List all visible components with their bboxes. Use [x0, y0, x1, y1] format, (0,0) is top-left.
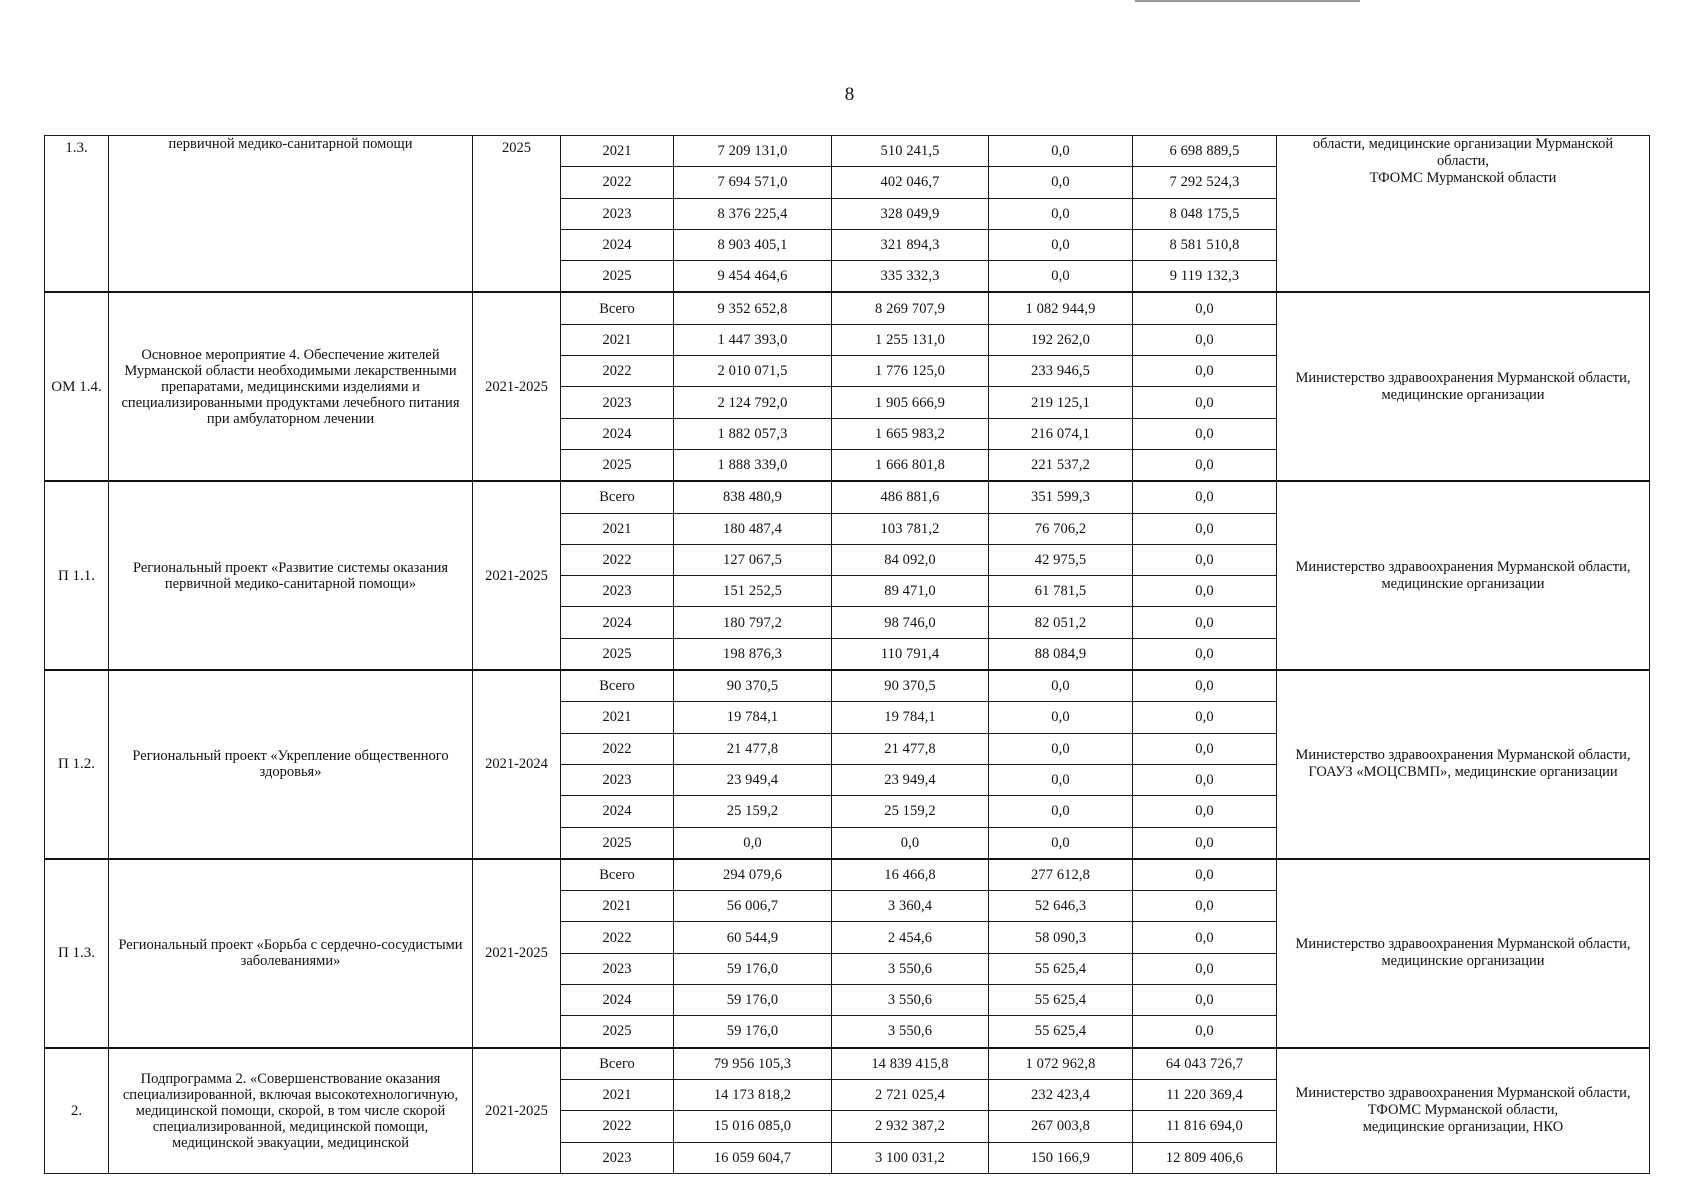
federal-budget: 1 082 944,9 — [989, 292, 1133, 324]
table-row — [45, 670, 1650, 702]
regional-budget: 2 932 387,2 — [832, 1111, 989, 1142]
total-amount: 16 059 604,7 — [674, 1142, 832, 1173]
item-period: 2021-2025 — [473, 1048, 561, 1174]
total-amount: 7 694 571,0 — [674, 167, 832, 198]
year-cell: 2021 — [561, 136, 674, 167]
year-cell: 2022 — [561, 356, 674, 387]
year-cell: 2023 — [561, 953, 674, 984]
item-code: П 1.3. — [45, 859, 109, 1048]
total-amount: 60 544,9 — [674, 922, 832, 953]
responsible-executors: области, медицинские организации Мурманской области, ТФОМС Мурманской области — [1277, 136, 1650, 293]
total-amount: 1 447 393,0 — [674, 324, 832, 355]
program-finance-table — [44, 135, 1650, 1174]
tfoms-budget: 7 292 524,3 — [1133, 167, 1277, 198]
federal-budget: 0,0 — [989, 733, 1133, 764]
year-cell: 2022 — [561, 167, 674, 198]
total-amount: 8 376 225,4 — [674, 198, 832, 229]
total-amount: 294 079,6 — [674, 859, 832, 891]
item-name: Региональный проект «Борьба с сердечно-сосудистыми заболеваниями» — [109, 859, 473, 1048]
total-amount: 14 173 818,2 — [674, 1079, 832, 1110]
total-amount: 180 487,4 — [674, 513, 832, 544]
total-amount: 1 888 339,0 — [674, 449, 832, 481]
tfoms-budget: 0,0 — [1133, 418, 1277, 449]
total-amount: 8 903 405,1 — [674, 229, 832, 260]
table-row — [45, 859, 1650, 891]
regional-budget: 1 255 131,0 — [832, 324, 989, 355]
responsible-executors: Министерство здравоохранения Мурманской области, медицинские организации — [1277, 292, 1650, 481]
total-amount: 23 949,4 — [674, 764, 832, 795]
total-amount: 0,0 — [674, 827, 832, 859]
tfoms-budget: 0,0 — [1133, 670, 1277, 702]
total-amount: 59 176,0 — [674, 985, 832, 1016]
regional-budget: 321 894,3 — [832, 229, 989, 260]
regional-budget: 1 666 801,8 — [832, 449, 989, 481]
total-amount: 56 006,7 — [674, 891, 832, 922]
regional-budget: 84 092,0 — [832, 544, 989, 575]
tfoms-budget: 0,0 — [1133, 796, 1277, 827]
item-code: П 1.2. — [45, 670, 109, 859]
regional-budget: 3 100 031,2 — [832, 1142, 989, 1173]
total-amount: 9 352 652,8 — [674, 292, 832, 324]
tfoms-budget: 0,0 — [1133, 292, 1277, 324]
item-period: 2021-2025 — [473, 859, 561, 1048]
item-name: Региональный проект «Развитие системы оказания первичной медико-санитарной помощи» — [109, 481, 473, 670]
total-amount: 198 876,3 — [674, 638, 832, 670]
federal-budget: 0,0 — [989, 261, 1133, 293]
regional-budget: 90 370,5 — [832, 670, 989, 702]
year-cell: 2024 — [561, 796, 674, 827]
year-cell: 2025 — [561, 638, 674, 670]
tfoms-budget: 0,0 — [1133, 733, 1277, 764]
year-cell: 2025 — [561, 1016, 674, 1048]
tfoms-budget: 0,0 — [1133, 544, 1277, 575]
item-period: 2021-2024 — [473, 670, 561, 859]
regional-budget: 2 454,6 — [832, 922, 989, 953]
year-cell: 2023 — [561, 764, 674, 795]
federal-budget: 0,0 — [989, 827, 1133, 859]
federal-budget: 0,0 — [989, 229, 1133, 260]
federal-budget: 55 625,4 — [989, 985, 1133, 1016]
responsible-executors: Министерство здравоохранения Мурманской области, медицинские организации — [1277, 481, 1650, 670]
federal-budget: 192 262,0 — [989, 324, 1133, 355]
regional-budget: 0,0 — [832, 827, 989, 859]
regional-budget: 3 550,6 — [832, 1016, 989, 1048]
regional-budget: 98 746,0 — [832, 607, 989, 638]
regional-budget: 21 477,8 — [832, 733, 989, 764]
federal-budget: 0,0 — [989, 670, 1133, 702]
tfoms-budget: 0,0 — [1133, 859, 1277, 891]
total-amount: 19 784,1 — [674, 702, 832, 733]
table-row — [45, 292, 1650, 324]
tfoms-budget: 0,0 — [1133, 922, 1277, 953]
tfoms-budget: 0,0 — [1133, 1016, 1277, 1048]
total-amount: 7 209 131,0 — [674, 136, 832, 167]
year-cell: 2023 — [561, 1142, 674, 1173]
page-number: 8 — [844, 84, 855, 105]
regional-budget: 328 049,9 — [832, 198, 989, 229]
federal-budget: 55 625,4 — [989, 1016, 1133, 1048]
regional-budget: 402 046,7 — [832, 167, 989, 198]
year-cell: 2022 — [561, 1111, 674, 1142]
federal-budget: 150 166,9 — [989, 1142, 1133, 1173]
year-cell: 2023 — [561, 387, 674, 418]
total-amount: 25 159,2 — [674, 796, 832, 827]
regional-budget: 19 784,1 — [832, 702, 989, 733]
regional-budget: 486 881,6 — [832, 481, 989, 513]
tfoms-budget: 0,0 — [1133, 638, 1277, 670]
federal-budget: 219 125,1 — [989, 387, 1133, 418]
federal-budget: 233 946,5 — [989, 356, 1133, 387]
regional-budget: 1 776 125,0 — [832, 356, 989, 387]
federal-budget: 0,0 — [989, 702, 1133, 733]
year-cell: 2021 — [561, 324, 674, 355]
tfoms-budget: 11 816 694,0 — [1133, 1111, 1277, 1142]
scan-artifact-line — [1135, 0, 1360, 2]
regional-budget: 8 269 707,9 — [832, 292, 989, 324]
year-cell: 2022 — [561, 922, 674, 953]
tfoms-budget: 0,0 — [1133, 607, 1277, 638]
tfoms-budget: 8 048 175,5 — [1133, 198, 1277, 229]
year-cell: 2023 — [561, 198, 674, 229]
tfoms-budget: 0,0 — [1133, 513, 1277, 544]
federal-budget: 0,0 — [989, 167, 1133, 198]
federal-budget: 42 975,5 — [989, 544, 1133, 575]
federal-budget: 58 090,3 — [989, 922, 1133, 953]
regional-budget: 510 241,5 — [832, 136, 989, 167]
tfoms-budget: 0,0 — [1133, 481, 1277, 513]
regional-budget: 335 332,3 — [832, 261, 989, 293]
item-name: Региональный проект «Укрепление общественного здоровья» — [109, 670, 473, 859]
year-cell: Всего — [561, 481, 674, 513]
item-period: 2021-2025 — [473, 481, 561, 670]
item-code: 1.3. — [45, 136, 109, 293]
tfoms-budget: 0,0 — [1133, 324, 1277, 355]
item-code: 2. — [45, 1048, 109, 1174]
regional-budget: 1 665 983,2 — [832, 418, 989, 449]
year-cell: 2025 — [561, 261, 674, 293]
tfoms-budget: 0,0 — [1133, 449, 1277, 481]
federal-budget: 267 003,8 — [989, 1111, 1133, 1142]
table-row — [45, 1048, 1650, 1080]
table-row — [45, 481, 1650, 513]
tfoms-budget: 0,0 — [1133, 576, 1277, 607]
total-amount: 838 480,9 — [674, 481, 832, 513]
federal-budget: 76 706,2 — [989, 513, 1133, 544]
federal-budget: 351 599,3 — [989, 481, 1133, 513]
regional-budget: 103 781,2 — [832, 513, 989, 544]
tfoms-budget: 0,0 — [1133, 356, 1277, 387]
regional-budget: 2 721 025,4 — [832, 1079, 989, 1110]
regional-budget: 89 471,0 — [832, 576, 989, 607]
year-cell: Всего — [561, 292, 674, 324]
year-cell: Всего — [561, 670, 674, 702]
year-cell: 2021 — [561, 1079, 674, 1110]
total-amount: 127 067,5 — [674, 544, 832, 575]
year-cell: 2024 — [561, 607, 674, 638]
year-cell: 2024 — [561, 229, 674, 260]
table-body — [45, 136, 1650, 1174]
year-cell: 2021 — [561, 513, 674, 544]
tfoms-budget: 6 698 889,5 — [1133, 136, 1277, 167]
year-cell: 2022 — [561, 733, 674, 764]
federal-budget: 0,0 — [989, 764, 1133, 795]
regional-budget: 16 466,8 — [832, 859, 989, 891]
total-amount: 1 882 057,3 — [674, 418, 832, 449]
regional-budget: 3 550,6 — [832, 953, 989, 984]
year-cell: 2024 — [561, 985, 674, 1016]
tfoms-budget: 0,0 — [1133, 827, 1277, 859]
table-row — [45, 136, 1650, 167]
year-cell: 2021 — [561, 891, 674, 922]
year-cell: 2023 — [561, 576, 674, 607]
responsible-executors: Министерство здравоохранения Мурманской области, медицинские организации — [1277, 859, 1650, 1048]
regional-budget: 3 550,6 — [832, 985, 989, 1016]
federal-budget: 55 625,4 — [989, 953, 1133, 984]
federal-budget: 1 072 962,8 — [989, 1048, 1133, 1080]
total-amount: 2 010 071,5 — [674, 356, 832, 387]
regional-budget: 1 905 666,9 — [832, 387, 989, 418]
tfoms-budget: 8 581 510,8 — [1133, 229, 1277, 260]
tfoms-budget: 0,0 — [1133, 764, 1277, 795]
regional-budget: 14 839 415,8 — [832, 1048, 989, 1080]
federal-budget: 221 537,2 — [989, 449, 1133, 481]
item-name: Подпрограмма 2. «Совершенствование оказания специализированной, включая высокотехнологичную, медицинской помощи, скорой, в том числе скорой специализированной, медицинской помощи, медицинской эвакуации, медицинской — [109, 1048, 473, 1174]
tfoms-budget: 0,0 — [1133, 702, 1277, 733]
total-amount: 79 956 105,3 — [674, 1048, 832, 1080]
federal-budget: 82 051,2 — [989, 607, 1133, 638]
tfoms-budget: 64 043 726,7 — [1133, 1048, 1277, 1080]
item-name: первичной медико-санитарной помощи — [109, 136, 473, 293]
federal-budget: 0,0 — [989, 796, 1133, 827]
federal-budget: 0,0 — [989, 198, 1133, 229]
year-cell: 2024 — [561, 418, 674, 449]
year-cell: 2021 — [561, 702, 674, 733]
federal-budget: 52 646,3 — [989, 891, 1133, 922]
item-code: П 1.1. — [45, 481, 109, 670]
year-cell: 2025 — [561, 449, 674, 481]
responsible-executors: Министерство здравоохранения Мурманской области, ТФОМС Мурманской области, медицинские организации, НКО — [1277, 1048, 1650, 1174]
item-code: ОМ 1.4. — [45, 292, 109, 481]
year-cell: Всего — [561, 859, 674, 891]
regional-budget: 3 360,4 — [832, 891, 989, 922]
year-cell: Всего — [561, 1048, 674, 1080]
total-amount: 180 797,2 — [674, 607, 832, 638]
year-cell: 2022 — [561, 544, 674, 575]
responsible-executors: Министерство здравоохранения Мурманской области, ГОАУЗ «МОЦСВМП», медицинские организации — [1277, 670, 1650, 859]
regional-budget: 25 159,2 — [832, 796, 989, 827]
federal-budget: 61 781,5 — [989, 576, 1133, 607]
tfoms-budget: 0,0 — [1133, 953, 1277, 984]
total-amount: 9 454 464,6 — [674, 261, 832, 293]
item-period: 2025 — [473, 136, 561, 293]
federal-budget: 277 612,8 — [989, 859, 1133, 891]
item-name: Основное мероприятие 4. Обеспечение жителей Мурманской области необходимыми лекарственными препаратами, медицинскими изделиями и специализированными продуктами лечебного питания при амбулаторном лечении — [109, 292, 473, 481]
federal-budget: 216 074,1 — [989, 418, 1133, 449]
federal-budget: 0,0 — [989, 136, 1133, 167]
regional-budget: 23 949,4 — [832, 764, 989, 795]
federal-budget: 232 423,4 — [989, 1079, 1133, 1110]
total-amount: 59 176,0 — [674, 1016, 832, 1048]
total-amount: 90 370,5 — [674, 670, 832, 702]
item-period: 2021-2025 — [473, 292, 561, 481]
total-amount: 151 252,5 — [674, 576, 832, 607]
total-amount: 59 176,0 — [674, 953, 832, 984]
tfoms-budget: 0,0 — [1133, 891, 1277, 922]
tfoms-budget: 12 809 406,6 — [1133, 1142, 1277, 1173]
total-amount: 21 477,8 — [674, 733, 832, 764]
total-amount: 2 124 792,0 — [674, 387, 832, 418]
total-amount: 15 016 085,0 — [674, 1111, 832, 1142]
regional-budget: 110 791,4 — [832, 638, 989, 670]
tfoms-budget: 0,0 — [1133, 387, 1277, 418]
tfoms-budget: 0,0 — [1133, 985, 1277, 1016]
tfoms-budget: 11 220 369,4 — [1133, 1079, 1277, 1110]
tfoms-budget: 9 119 132,3 — [1133, 261, 1277, 293]
federal-budget: 88 084,9 — [989, 638, 1133, 670]
year-cell: 2025 — [561, 827, 674, 859]
